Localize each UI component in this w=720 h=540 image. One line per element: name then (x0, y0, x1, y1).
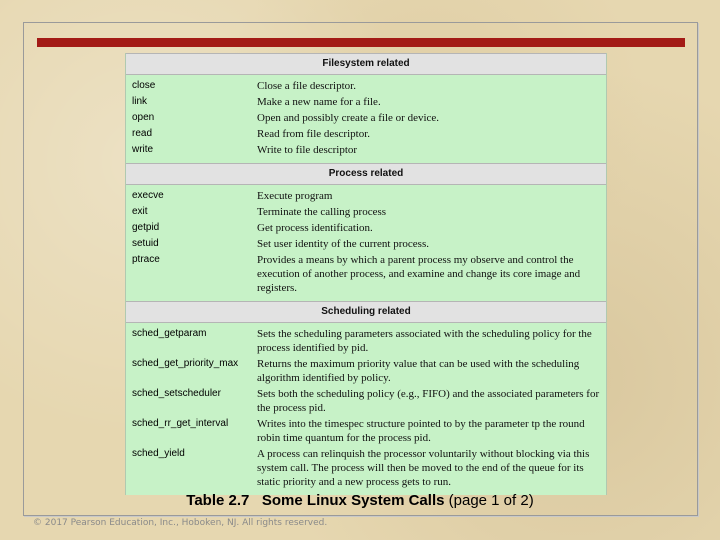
syscall-name: sched_rr_get_interval (132, 418, 229, 429)
caption-suffix: (page 1 of 2) (448, 492, 534, 509)
table-row (126, 189, 606, 203)
syscall-desc: Set user identity of the current process. (257, 238, 429, 250)
syscall-name: sched_setscheduler (132, 388, 221, 399)
table-row (126, 237, 606, 251)
section-header-process: Process related (126, 163, 606, 185)
table-row (126, 79, 606, 93)
table-row (126, 387, 606, 415)
syscall-desc: Read from file descriptor. (257, 128, 371, 140)
caption-title: Some Linux System Calls (261, 492, 445, 509)
table-row (126, 417, 606, 445)
syscall-desc: Sets both the scheduling policy (e.g., FIFO) and the associated parameters for the process pid. (257, 388, 600, 414)
section-rows-process (126, 185, 606, 301)
syscall-desc: Sets the scheduling parameters associated with the scheduling policy for the process identified by pid. (257, 328, 592, 354)
table-row (126, 205, 606, 219)
title-bar (37, 38, 685, 47)
syscall-desc: Make a new name for a file. (257, 96, 381, 108)
section-header-scheduling: Scheduling related (126, 301, 606, 323)
table-row (126, 327, 606, 355)
table-row (126, 357, 606, 385)
syscall-desc: Writes into the timespec structure pointed to by the parameter tp the round robin time quantum for the process pid. (257, 418, 585, 444)
syscall-name: close (132, 80, 156, 91)
table-row (126, 143, 606, 157)
syscall-name: execve (132, 190, 164, 201)
syscall-desc: Close a file descriptor. (257, 80, 356, 92)
syscall-name: link (132, 96, 148, 107)
syscall-name: setuid (132, 238, 159, 249)
syscall-name: open (132, 112, 155, 123)
syscall-desc: Execute program (257, 190, 333, 202)
syscall-desc: Terminate the calling process (257, 206, 387, 218)
table-caption (0, 492, 720, 509)
syscall-name: exit (132, 206, 148, 217)
caption-label: Table 2.7 (186, 492, 250, 509)
syscall-name: sched_yield (132, 448, 185, 459)
table-row (126, 221, 606, 235)
syscall-name: getpid (132, 222, 160, 233)
table-row (126, 127, 606, 141)
table-row (126, 95, 606, 109)
syscall-desc: Provides a means by which a parent process my observe and control the execution of another process, and examine and change its core image and registers. (257, 254, 581, 294)
table-row (126, 253, 606, 295)
section-rows-filesystem (126, 75, 606, 163)
syscall-table (125, 53, 607, 495)
table-row (126, 111, 606, 125)
syscall-desc: Returns the maximum priority value that can be used with the scheduling algorithm identified by policy. (257, 358, 580, 384)
syscall-name: ptrace (132, 254, 160, 265)
syscall-name: sched_get_priority_max (132, 358, 239, 369)
section-header-filesystem: Filesystem related (126, 53, 606, 75)
syscall-name: read (132, 128, 153, 139)
syscall-desc: A process can relinquish the processor voluntarily without blocking via this system call. The process will then be moved to the end of the queue for its static priority and a new process gets to run. (257, 448, 590, 488)
syscall-name: sched_getparam (132, 328, 207, 339)
syscall-desc: Get process identification. (257, 222, 373, 234)
section-rows-scheduling (126, 323, 606, 495)
table-row (126, 447, 606, 489)
syscall-name: write (132, 144, 154, 155)
syscall-desc: Write to file descriptor (257, 144, 358, 156)
syscall-desc: Open and possibly create a file or device. (257, 112, 440, 124)
copyright-notice: © 2017 Pearson Education, Inc., Hoboken, NJ. All rights reserved. (33, 518, 328, 528)
